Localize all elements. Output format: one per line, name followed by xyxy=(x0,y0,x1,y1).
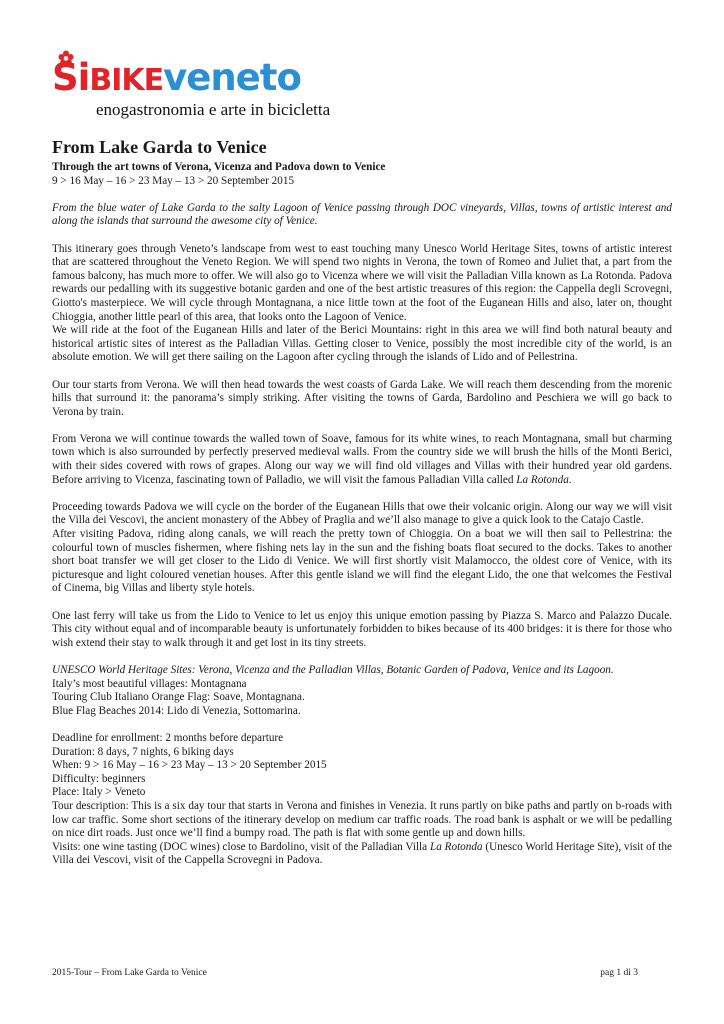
logo-tagline: enogastronomia e arte in bicicletta xyxy=(96,100,331,119)
duration-line: Duration: 8 days, 7 nights, 6 biking days xyxy=(52,745,234,758)
tour-dates: 9 > 16 May – 16 > 23 May – 13 > 20 September 2015 xyxy=(52,174,295,187)
logo-si: Si xyxy=(52,56,90,99)
logo-veneto: veneto xyxy=(163,56,301,99)
page-subtitle: Through the art towns of Verona, Vicenza and Padova down to Venice xyxy=(52,161,386,173)
paragraph-2: Our tour starts from Verona. We will then head towards the west coasts of Garda Lake. We will reach them descending from the morenic hills that surround it: the panorama’s simply striking. After visiting the towns of Garda, Bardolino and Peschiera we will go back to Verona by train. xyxy=(52,378,672,418)
footer-title: 2015-Tour – From Lake Garda to Venice xyxy=(52,968,207,978)
villages-line: Italy’s most beautiful villages: Montagnana xyxy=(52,677,247,690)
document-body xyxy=(52,136,672,868)
paragraph-4a: Proceeding towards Padova we will cycle on the border of the Euganean Hills that owe their volcanic origin. Along our way we will visit the Villa dei Vescovi, the ancient monastery of the Abbey of Praglia and we’ll also manage to give a quick look to the Catajo Castle. xyxy=(52,500,672,527)
unesco-line xyxy=(52,664,672,678)
paragraph-3-text: From Verona we will continue towards the walled town of Soave, famous for its white wines, to reach Montagnana, small but charming town which is also surrounded by perfectly preserved medieval walls. From the country side we will brush the hills of the Monti Berici, with their sides covered with rows of grapes. Along our way we will find old villages and Villas with their hundred year old gardens. Before arriving to Vicenza, fascinating town of Palladio, we will visit the famous Palladian Villa called xyxy=(52,432,672,486)
deadline-line: Deadline for enrollment: 2 months before departure xyxy=(52,731,284,744)
logo-bike: BIKE xyxy=(89,63,164,98)
visits-line xyxy=(52,841,672,868)
intro-paragraph xyxy=(52,202,672,229)
page-number: pag 1 di 3 xyxy=(600,968,638,978)
visits-text-b: (Unesco World Heritage Site), visit of the Villa dei Vescovi, visit of the Cappella Scrovegni in Padova. xyxy=(52,840,672,867)
sibikeveneto-logo xyxy=(52,56,331,128)
paragraph-1a: This itinerary goes through Veneto’s landscape from west to east touching many Unesco World Heritage Sites, towns of artistic interest that are scattered throughout the Veneto Region. We will spend two nights in Verona, the town of Romeo and Juliet that, a part from the famous balcony, has much more to offer. We will also go to Vicenza where we will visit the Palladian Villa known as La Rotonda. Padova rewards our pedalling with its suggestive botanic garden and one of the best artistic treasures of this region: the Cappella degli Scrovegni, Giotto's masterpiece. We will cycle through Montagnana, a nice little town at the foot of the Euganean Hills and also, later on, thought Chioggia, another little pearl of this area, that looks onto the Lagoon of Venice. xyxy=(52,242,672,323)
difficulty-line: Difficulty: beginners xyxy=(52,772,146,785)
paragraph-1b: We will ride at the foot of the Euganean Hills and later of the Berici Mountains: right in this area we will find both natural beauty and historical artistic sites of interest as the Palladian Villas. Getting closer to Venice, possibly the most incredible city of the world, is an absolute emotion. We will get there sailing on the Lagoon after cycling through the islands of Lido and of Pellestrina. xyxy=(52,324,672,364)
intro-text: From the blue water of Lake Garda to the salty Lagoon of Venice passing through DOC vineyards, Villas, towns of artistic interest and along the islands that surround the awesome city of Venice. xyxy=(52,201,672,228)
place-line: Place: Italy > Veneto xyxy=(52,786,146,799)
page-title: From Lake Garda to Venice xyxy=(52,137,267,157)
paragraph-4b: After visiting Padova, riding along canals, we will reach the pretty town of Chioggia. On a boat we will then sail to Pellestrina: the colourful town of muscles fishermen, where fishing nets lay in the sun and the fishing boats float secured to the docks. Takes to another short boat transfer we will get closer to the Lido di Venice. We will first shortly visit Malamocco, the oldest core of Venice, with its picturesque and light coloured venetian houses. After this gentle island we will find the elegant Lido, the one that welcomes the Festival of Cinema, big Villas and liberty style hotels. xyxy=(52,528,672,595)
paragraph-3-end: . xyxy=(568,473,572,486)
visits-italic: La Rotonda xyxy=(429,840,483,853)
touring-line: Touring Club Italiano Orange Flag: Soave, Montagnana. xyxy=(52,691,305,704)
logo-wordmark xyxy=(52,58,301,101)
paragraph-3-italic: La Rotonda xyxy=(516,473,569,486)
blueflag-line: Blue Flag Beaches 2014: Lido di Venezia, Sottomarina. xyxy=(52,704,301,717)
visits-text-a: Visits: one wine tasting (DOC wines) close to Bardolino, visit of the Palladian Villa xyxy=(52,840,430,853)
unesco-text: UNESCO World Heritage Sites: Verona, Vicenza and the Palladian Villas, Botanic Garden of Padova, Venice and its Lagoon. xyxy=(52,663,614,676)
tour-description: Tour description: This is a six day tour that starts in Verona and finishes in Venezia. It runs partly on bike paths and partly on b-roads with low car traffic. Some short sections of the itinerary develop on medium car traffic roads. The road bank is asphalt or we will be pedalling on nice dirt roads. Just once we’ll find a bumpy road. The path is flat with some gentle up and down hills. xyxy=(52,799,672,840)
paragraph-5: One last ferry will take us from the Lido to Venice to let us enjoy this unique emotion passing by Piazza S. Marco and Palazzo Ducale. This city without equal and of incomparable beauty is unfortunately forbidden to bikes because of its 400 bridges: it is there for those who wish extend their stay to walk through it and get lost in its tiny streets. xyxy=(52,609,672,649)
paragraph-3 xyxy=(52,433,672,487)
when-line: When: 9 > 16 May – 16 > 23 May – 13 > 20 September 2015 xyxy=(52,759,327,772)
page-footer xyxy=(52,968,638,978)
